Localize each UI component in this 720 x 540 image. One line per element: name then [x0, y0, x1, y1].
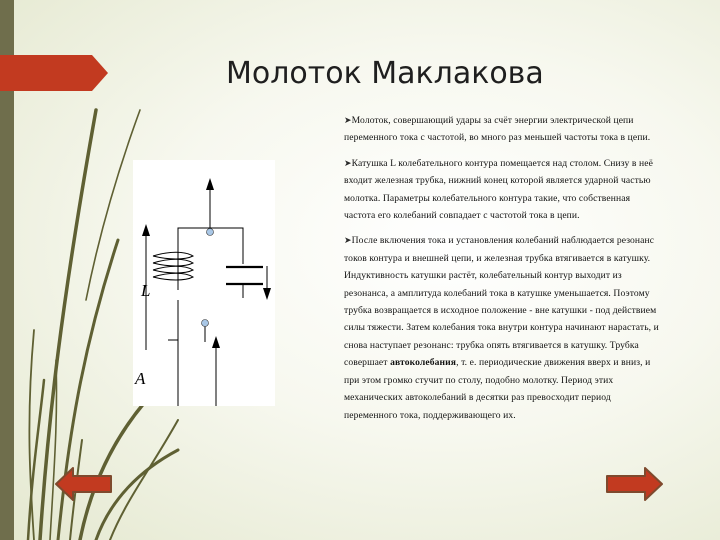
paragraph-3 [344, 232, 662, 423]
left-arrow-icon [56, 468, 111, 500]
arrow-bullet-icon: ➤ [344, 157, 352, 168]
slide-title: Молоток Маклакова [226, 56, 544, 91]
slide-body [344, 112, 662, 432]
tube-label: A [135, 369, 146, 388]
paragraph-2 [344, 155, 662, 225]
paragraph-text: , т. е. периодические движения вверх и вниз, и при этом громко стучит по столу, подобно молотку. Период этих механических автоколебаний в десятки раз превосходит период переменного тока, поддерживающего их. [344, 357, 651, 421]
next-slide-button[interactable] [605, 467, 663, 501]
paragraph-text: Молоток, совершающий удары за счёт энергии электрической цепи переменного тока с частотой, во много раз меньшей частоты тока в цепи. [344, 115, 651, 144]
paragraph-text: Катушка L колебательного контура помещается над столом. Снизу в неё входит железная трубка, нижний конец которой является ударной частью молотка. Параметры колебательного контура такие, что собственная частота его колебаний совпадает с частотой тока в цепи. [344, 157, 653, 222]
right-arrow-icon [607, 468, 662, 500]
paragraph-1 [344, 112, 662, 147]
prev-slide-button[interactable] [55, 467, 113, 501]
paragraph-text: После включения тока и установления колебаний наблюдается резонанс токов контура и внешней цепи, и железная трубка втягивается в катушку. Индуктивность катушки растёт, колебательный контур выходит из резонанса, а амплитуда колебаний тока в катушке уменьшается. Поэтому трубка возвращается в исходное положение - вне катушки - под действием силы тяжести. Затем колебания тока внутри контура начинают нарастать, и снова наступает резонанс: трубка опять втягивается в катушку. Трубка совершает [344, 235, 659, 369]
bold-term: автоколебания [390, 357, 457, 369]
title-accent-arrow [0, 55, 110, 91]
circuit-diagram [133, 160, 275, 406]
arrow-bullet-icon: ➤ [344, 235, 352, 246]
inductor-label: L [141, 281, 151, 300]
arrow-bullet-icon: ➤ [344, 115, 352, 125]
